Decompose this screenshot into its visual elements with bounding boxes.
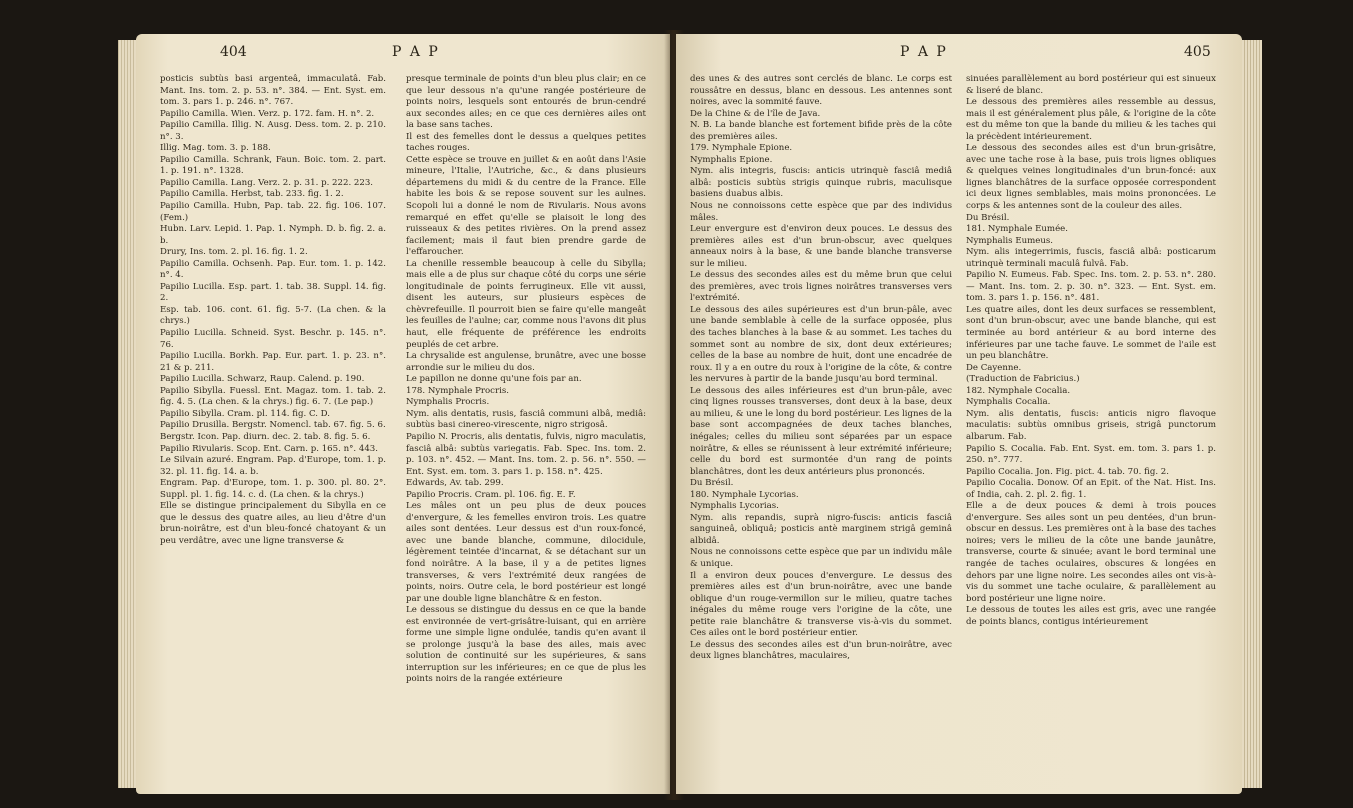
paragraph: Papilio Camilla. Lang. Verz. 2. p. 31. p. 222. 223. (160, 177, 374, 188)
paragraph: Nous ne connoissons cette espèce que par un individu mâle & unique. (690, 547, 952, 569)
paragraph: Papilio S. Cocalia. Fab. Ent. Syst. em. tom. 3. pars 1. p. 250. n°. 777. (966, 443, 1216, 466)
paragraph: des unes & des autres sont cerclés de blanc. Le corps est roussâtre en dessus, blanc en dessous. Les antennes sont noires, avec la sommité fauve. (690, 74, 952, 108)
paragraph: Papilio Procris. Cram. pl. 106. fig. E. F. (406, 489, 576, 500)
paragraph: 178. Nymphale Procris. (406, 385, 509, 396)
paragraph: Papilio Lucilla. Schwarz, Raup. Calend. p. 190. (160, 374, 365, 385)
paragraph: (Traduction de Fabricius.) (966, 374, 1080, 385)
paragraph: Papilio Sibylla. Fuessl. Ent. Magaz. tom. 1. tab. 2. fig. 4. 5. (La chen. & la chrys.) fig. 6. 7. (Le pap.) (160, 385, 386, 408)
paragraph: Engram. Pap. d'Europe, tom. 1. p. 300. pl. 80. 2°. Suppl. pl. 1. fig. 14. c. d. (La chen. & la chrys.) (160, 478, 386, 500)
paragraph: Nous ne connoissons cette espèce que par des individus mâles. (690, 201, 952, 223)
paragraph: Le dessous des ailes supérieures est d'un brun-pâle, avec une bande semblable à celle de la surface opposée, plus des taches blanches à la base & au sommet. Les taches du sommet sont au nombre de six, dont deux extérieures; celles de la base au nombre de huit, dont une encadrée de roux. Il y a en outre du roux à l'origine de la côte, & contre les nervures à partir de la bande jusqu'au bord terminal. (690, 304, 952, 385)
paragraph: Le dessous des premières ailes ressemble au dessus, mais il est généralement plus pâle, & l'origine de la côte est du même ton que la bande du milieu & les taches qui la précèdent intérieurement. (966, 97, 1216, 142)
paragraph: Le dessous des ailes inférieures est d'un brun-pâle, avec cinq lignes rousses transverses, dont deux à la base, deux au milieu, & une le long du bord postérieur. Les lignes de la base sont accompagnées de deux taches blanches, inégales; celles du milieu sont séparées par un espace noirâtre, & elles se réunissent à leur extrémité inférieure; celle du bord est surmontée d'un rang de points blanchâtres, dont les deux antérieurs plus prononcés. (690, 385, 952, 477)
right-page-number: 405 (1184, 44, 1211, 60)
paragraph: 182. Nymphale Cocalia. (966, 385, 1071, 396)
paragraph: La chenille ressemble beaucoup à celle du Sibylla; mais elle a de plus sur chaque côté du corps une série longitudinale de points ferrugineux. Elle vit aussi, disent les auteurs, sur plusieurs espèces de chèvrefeuille. Il pourroit bien se faire qu'elle mangeât les feuilles de l'aulne; car, comme nous l'avons dit plus haut, elle fréquente de préférence les endroits peuplés de cet arbre. (406, 258, 646, 350)
paragraph: Papilio Camilla. Wien. Verz. p. 172. fam. H. n°. 2. (160, 108, 375, 119)
right-running-head: P A P (900, 44, 948, 60)
paragraph: Leur envergure est d'environ deux pouces. Le dessus des premières ailes est d'un brun-obscur, avec quelques anneaux noirs à la base, & une bande blanche transverse sur le milieu. (690, 224, 952, 269)
left-column-1 (160, 74, 386, 547)
paragraph: Esp. tab. 106. cont. 61. fig. 5-7. (La chen. & la chrys.) (160, 304, 386, 327)
paragraph: La chrysalide est angulense, brunâtre, avec une bosse arrondie sur le milieu du dos. (406, 351, 646, 373)
left-column-2 (406, 74, 646, 686)
paragraph: Papilio N. Procris, alis dentatis, fulvis, nigro maculatis, fasciâ albâ: subtùs variegatis. Fab. Spec. Ins. tom. 2. p. 103. n°. 452. — Mant. Ins. tom. 2. p. 56. n°. 550. — Ent. Syst. em. tom. 3. pars 1. p. 158. n°. 425. (406, 431, 646, 477)
paragraph: Il a environ deux pouces d'envergure. Le dessus des premières ailes est d'un brun-noirâtre, avec une bande oblique d'un rouge-vermillon sur le milieu, quatre taches inégales du même rouge vers l'origine de la côte, une petite raie blanchâtre & transverse vis-à-vis du sommet. Ces ailes ont le bord postérieur entier. (690, 570, 952, 639)
left-page (136, 34, 670, 794)
paragraph: Papilio Camilla. Ochsenh. Pap. Eur. tom. 1. p. 142. n°. 4. (160, 258, 386, 281)
paragraph: Le dessous se distingue du dessus en ce que la bande est environnée de vert-grisâtre-luisant, qui en arrière forme une simple ligne ondulée, tandis qu'en avant il se prolonge jusqu'à la base des ailes, mais avec solution de continuité sur les supérieures, & sans interruption sur les inférieures; en ce que de plus les points noirs de la rangée extérieure (406, 605, 646, 685)
paragraph: Nym. alis dentatis, rusis, fasciâ communi albâ, mediâ: subtùs basi cinereo-virescente, nigro strigosâ. (406, 408, 646, 431)
paragraph: Nymphalis Eumeus. (966, 235, 1054, 246)
paragraph: Papilio Lucilla. Borkh. Pap. Eur. part. 1. p. 23. n°. 21 & p. 211. (160, 351, 386, 373)
paragraph: Hubn. Larv. Lepid. 1. Pap. 1. Nymph. D. b. fig. 2. a. b. (160, 224, 386, 246)
right-column-1 (690, 74, 952, 663)
paragraph: Nymphalis Epione. (690, 154, 773, 165)
paragraph: Le dessus des secondes ailes est d'un brun-noirâtre, avec deux lignes blanchâtres, maculaires, (690, 639, 952, 662)
paragraph: Papilio Lucilla. Schneid. Syst. Beschr. p. 145. n°. 76. (160, 328, 386, 350)
paragraph: Du Brésil. (690, 478, 734, 489)
paragraph: Nymphalis Procris. (406, 397, 490, 408)
paragraph: Nym. alis integerrimis, fuscis, fasciâ albâ: posticarum utrinquè terminali maculâ fulvâ. Fab. (966, 247, 1216, 269)
paragraph: 180. Nymphale Lycorias. (690, 489, 799, 500)
paragraph: Drury, Ins. tom. 2. pl. 16. fig. 1. 2. (160, 247, 308, 258)
paragraph: Papilio Sibylla. Cram. pl. 114. fig. C. D. (160, 408, 330, 419)
paragraph: Le dessous des secondes ailes est d'un brun-grisâtre, avec une tache rose à la base, puis trois lignes obliques & quelques veines longitudinales d'un brun-foncé: aux lignes blanchâtres de la surface opposée correspondent ici deux lignes semblables, mais moins prononcées. Le corps & les antennes sont de la couleur des ailes. (966, 143, 1216, 212)
paragraph: Cette espèce se trouve en juillet & en août dans l'Asie mineure, l'Italie, l'Autriche, &c., & dans plusieurs départemens du midi & du centre de la France. Elle habite les bois & se repose souvent sur les aulnes. Scopoli lui a donné le nom de Rivularis. Nous avons remarqué en effet qu'elle se plaisoit le long des ruisseaux & des petites rivières. On la prend assez facilement; mais il faut bien prendre garde de l'effaroucher. (406, 154, 646, 258)
paragraph: Nymphalis Cocalia. (966, 397, 1051, 408)
paragraph: Illig. Mag. tom. 3. p. 188. (160, 143, 271, 154)
paragraph: Le dessous de toutes les ailes est gris, avec une rangée de points blancs, contigus intérieurement (966, 605, 1216, 627)
paragraph: Le papillon ne donne qu'une fois par an. (406, 374, 582, 385)
paragraph: Papilio Rivularis. Scop. Ent. Carn. p. 165. n°. 443. (160, 443, 379, 454)
paragraph: Du Brésil. (966, 212, 1010, 223)
left-page-number: 404 (220, 44, 247, 60)
right-column-2 (966, 74, 1216, 628)
paragraph: Elle a de deux pouces & demi à trois pouces d'envergure. Ses ailes sont un peu dentées, d'un brun-obscur en dessus. Les premières ont à la base des taches noires; vers le milieu de la côte une bande jaunâtre, transverse, courte & sinuée; avant le bord terminal une rangée de taches oculaires, obscures & longées en dehors par une ligne noire. Les secondes ailes ont vis-à-vis du sommet une tache oculaire, & parallèlement au bord postérieur une ligne noire. (966, 501, 1216, 604)
paragraph: presque terminale de points d'un bleu plus clair; en ce que leur dessous n'a qu'une rangée postérieure de points noirs, lesquels sont entourés de brun-cendré aux secondes ailes; en ce que ces dernières ailes ont la base sans taches. (406, 74, 646, 131)
paragraph: Bergstr. Icon. Pap. diurn. dec. 2. tab. 8. fig. 5. 6. (160, 431, 371, 442)
paragraph: 181. Nymphale Eumée. (966, 224, 1068, 235)
paragraph: Papilio Camilla. Hubn, Pap. tab. 22. fig. 106. 107. (Fem.) (160, 201, 386, 223)
paragraph: Papilio Drusilla. Bergstr. Nomencl. tab. 67. fig. 5. 6. (160, 420, 386, 431)
paragraph: Papilio Cocalia. Jon. Fig. pict. 4. tab. 70. fig. 2. (966, 466, 1169, 477)
paragraph: De la Chine & de l'île de Java. (690, 108, 821, 119)
paragraph: Papilio Lucilla. Esp. part. 1. tab. 38. Suppl. 14. fig. 2. (160, 281, 386, 304)
paragraph: Le Silvain azuré. Engram. Pap. d'Europe, tom. 1. p. 32. pl. 11. fig. 14. a. b. (160, 455, 386, 477)
paragraph: Les quatre ailes, dont les deux surfaces se ressemblent, sont d'un brun-obscur, avec une bande blanche, qui est terminée au bord antérieur & au bord interne des inférieures par une tache fauve. Le sommet de l'aile est un peu blanchâtre. (966, 304, 1216, 362)
left-running-head: P A P (392, 44, 440, 60)
right-page (676, 34, 1242, 794)
paragraph: N. B. La bande blanche est fortement bifide près de la côte des premières ailes. (690, 120, 952, 142)
left-page-edge (118, 40, 136, 788)
paragraph: posticis subtùs basi argenteâ, immaculatâ. Fab. Mant. Ins. tom. 2. p. 53. n°. 384. — Ent. Syst. em. tom. 3. pars 1. p. 246. n°. 767. (160, 74, 386, 108)
paragraph: Nym. alis repandis, suprà nigro-fuscis: anticis fasciâ sanguineâ, obliquâ; posticis antè marginem strigâ geminâ albidâ. (690, 512, 952, 546)
paragraph: Il est des femelles dont le dessus a quelques petites taches rouges. (406, 131, 646, 154)
paragraph: Papilio Camilla. Herbst, tab. 233. fig. 1. 2. (160, 189, 344, 200)
paragraph: Le dessus des secondes ailes est du même brun que celui des premières, avec trois lignes noirâtres transverses vers l'extrémité. (690, 270, 952, 304)
right-page-edge (1242, 40, 1262, 788)
paragraph: Nym. alis dentatis, fuscis: anticis nigro flavoque maculatis: subtùs omnibus griseis, strigâ punctorum albarum. Fab. (966, 408, 1216, 442)
paragraph: sinuées parallèlement au bord postérieur qui est sinueux & liseré de blanc. (966, 74, 1216, 96)
paragraph: Papilio N. Eumeus. Fab. Spec. Ins. tom. 2. p. 53. n°. 280. — Mant. Ins. tom. 2. p. 30. n°. 323. — Ent. Syst. em. tom. 3. pars 1. p. 156. n°. 481. (966, 270, 1216, 304)
paragraph: 179. Nymphale Epione. (690, 143, 793, 154)
paragraph: De Cayenne. (966, 362, 1022, 373)
paragraph: Papilio Cocalia. Donow. Of an Epit. of the Nat. Hist. Ins. of India, cah. 2. pl. 2. fig. 1. (966, 478, 1216, 500)
paragraph: Les mâles ont un peu plus de deux pouces d'envergure, & les femelles environ trois. Les quatre ailes sont dentées. Leur dessus est d'un roux-foncé, avec une bande blanche, commune, dilocidule, légèrement teintée d'incarnat, & se détachant sur un fond noirâtre. A la base, il y a de petites lignes transverses, & vers l'extrémité deux rangées de points, noirs. Outre cela, le bord postérieur est longé par une double ligne blanchâtre & en feston. (406, 501, 646, 604)
paragraph: Nym. alis integris, fuscis: anticis utrinquè fasciâ mediâ albâ: posticis subtùs strigis quinque rubris, maculisque basiens duabus albis. (690, 166, 952, 200)
paragraph: Papilio Camilla. Schrank, Faun. Boic. tom. 2. part. 1. p. 191. n°. 1328. (160, 154, 386, 177)
paragraph: Edwards, Av. tab. 299. (406, 478, 504, 489)
paragraph: Papilio Camilla. Illig. N. Ausg. Dess. tom. 2. p. 210. n°. 3. (160, 120, 386, 142)
paragraph: Elle se distingue principalement du Sibylla en ce que le dessus des quatre ailes, au lieu d'être d'un brun-noirâtre, est d'un bleu-foncé chatoyant & un peu verdâtre, avec une ligne transverse & (160, 501, 386, 546)
paragraph: Nymphalis Lycorias. (690, 501, 779, 512)
